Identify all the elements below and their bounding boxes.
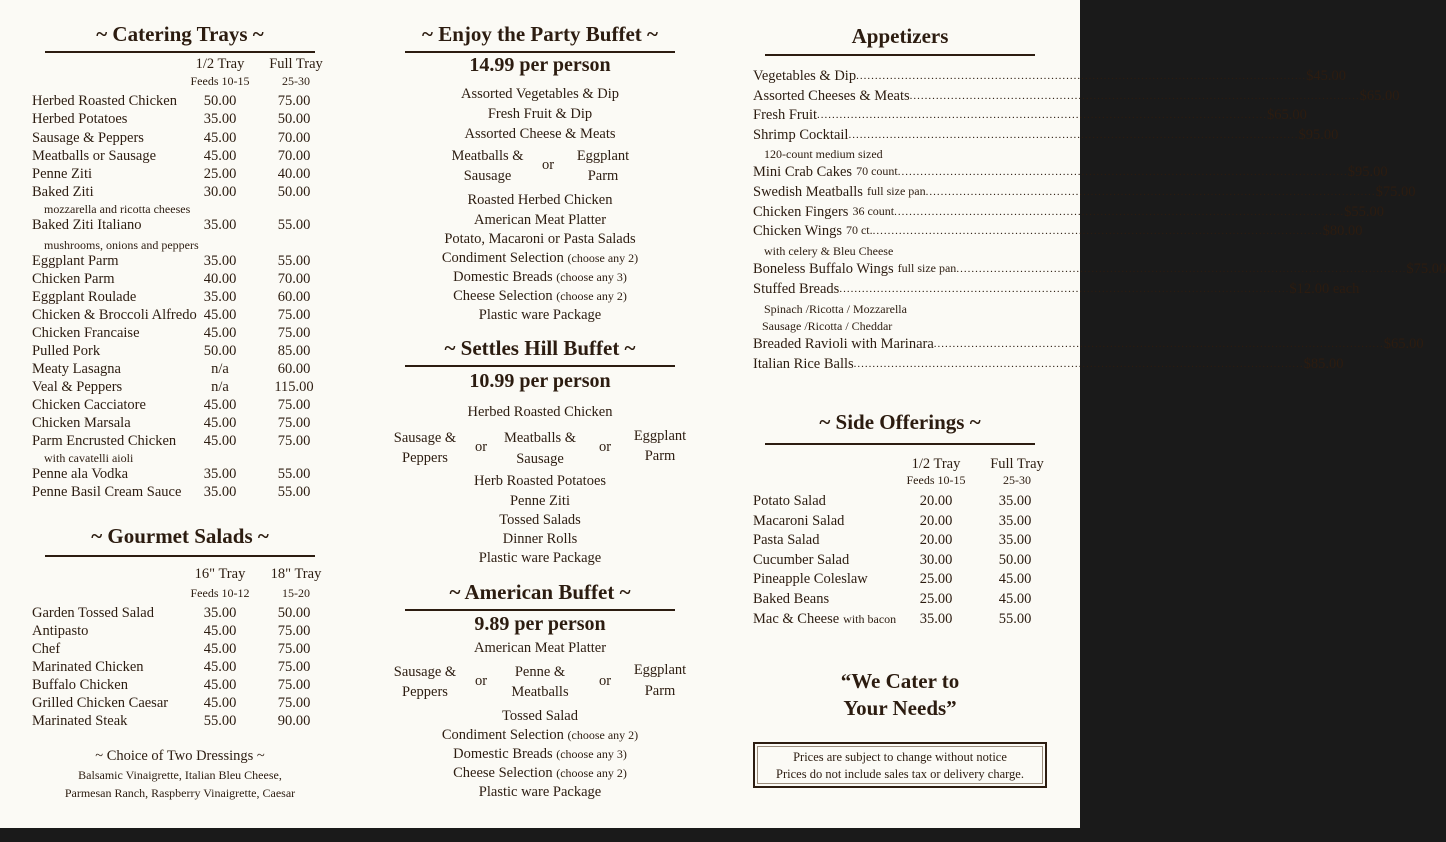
- salads-col2-header: 18" Tray: [270, 566, 322, 582]
- appetizer-item-price: $55.00: [1344, 204, 1384, 220]
- catering-item-name: Chicken & Broccoli Alfredo: [32, 307, 197, 323]
- appetizer-item-name: Swedish Meatballs: [753, 184, 863, 200]
- catering-item-full-price: 70.00: [277, 148, 311, 164]
- salad-item-16in-price: 45.00: [203, 641, 237, 657]
- party-condiment-note: (choose any 2): [567, 251, 639, 265]
- american-condiment-note: (choose any 2): [567, 728, 639, 742]
- side-item-half-price: 20.00: [919, 532, 953, 549]
- dot-leader: ........................................................................................................................: [872, 225, 1323, 237]
- settles-option2-b: Sausage: [516, 451, 564, 467]
- side-item-note: with bacon: [843, 611, 897, 626]
- american-title-rule: [405, 609, 675, 611]
- dressings-line1: Balsamic Vinaigrette, Italian Bleu Cheese,: [78, 768, 282, 782]
- settles-option3-a: Eggplant: [633, 428, 687, 444]
- american-breads-label: Domestic Breads: [453, 746, 553, 762]
- stuffed-breads-note1: Spinach /Ricotta / Mozzarella: [764, 302, 907, 316]
- salads-title-rule: [45, 555, 315, 557]
- sides-col2-header: Full Tray: [990, 456, 1044, 472]
- salad-item-name: Marinated Steak: [32, 713, 128, 729]
- catering-item-full-price: 60.00: [277, 361, 311, 377]
- settles-line1: Herbed Roasted Chicken: [467, 404, 613, 420]
- dot-leader: ........................................................................................................................: [817, 109, 1268, 121]
- settles-line6: Plastic ware Package: [478, 550, 602, 566]
- appetizer-item-name: Stuffed Breads: [753, 281, 840, 297]
- catering-item-full-price: 55.00: [277, 466, 311, 482]
- dot-leader: ........................................................................................................................: [839, 283, 1290, 295]
- settles-option3-b: Parm: [644, 448, 676, 464]
- side-item-name: [753, 591, 829, 608]
- side-item-half-price: 20.00: [919, 512, 953, 529]
- catering-item-full-price: 50.00: [277, 184, 311, 200]
- salad-item-name: Antipasto: [32, 623, 89, 639]
- appetizer-item-price: $65.00: [1267, 107, 1307, 123]
- appetizer-item-price: $12.00 each: [1289, 281, 1360, 297]
- salad-item-name: Buffalo Chicken: [32, 677, 128, 693]
- catering-item-name: Baked Ziti Italiano: [32, 217, 142, 233]
- appetizer-item-price: $80.00: [1322, 223, 1363, 239]
- sides-col1-header: 1/2 Tray: [911, 456, 961, 472]
- side-item-full-price: 45.00: [998, 591, 1032, 607]
- appetizer-row: [753, 204, 1384, 221]
- salad-item-18in-price: 75.00: [277, 677, 311, 693]
- catering-item-name: Chicken Francaise: [32, 325, 140, 341]
- side-offerings-title: ~ Side Offerings ~: [819, 410, 981, 434]
- catering-item-full-price: 75.00: [277, 307, 311, 323]
- party-plastic: Plastic ware Package: [478, 307, 602, 323]
- catering-item-half-price: 45.00: [203, 307, 237, 323]
- side-item-full-price: 45.00: [998, 571, 1032, 588]
- catering-item-half-price: 30.00: [203, 184, 237, 200]
- dot-leader: ........................................................................................................................: [856, 70, 1307, 82]
- salad-item-16in-price: 45.00: [203, 677, 237, 693]
- catering-item-half-price: 35.00: [203, 217, 237, 233]
- side-item-half-price: 30.00: [919, 551, 953, 568]
- catering-item-full-price: 70.00: [277, 130, 311, 146]
- american-cheese-note: (choose any 2): [556, 766, 627, 780]
- catering-trays-title: ~ Catering Trays ~: [96, 22, 264, 46]
- side-item-full-price: 50.00: [998, 551, 1032, 568]
- appetizer-item-name: Mini Crab Cakes: [753, 164, 853, 180]
- catering-item-half-price: n/a: [211, 379, 229, 395]
- side-item-name: [753, 552, 849, 569]
- catering-item-half-price: 45.00: [203, 397, 237, 413]
- party-option-b2: Parm: [587, 168, 619, 184]
- catering-item-half-price: n/a: [211, 361, 229, 377]
- appetizer-row: [753, 223, 1363, 240]
- catering-item-full-price: 75.00: [277, 433, 311, 449]
- side-item-label: Pineapple Coleslaw: [753, 571, 868, 588]
- salad-item-18in-price: 90.00: [277, 713, 311, 729]
- slogan-line2: Your Needs”: [843, 696, 957, 720]
- catering-item-full-price: 50.00: [277, 111, 311, 127]
- appetizer-row: [753, 164, 1388, 181]
- catering-item-name: Herbed Roasted Chicken: [32, 93, 177, 109]
- party-cheese-label: Cheese Selection: [453, 288, 553, 304]
- salad-item-name: Grilled Chicken Caesar: [32, 695, 169, 711]
- side-item-full-price: 35.00: [998, 512, 1032, 529]
- appetizer-row: [753, 107, 1307, 124]
- salad-item-16in-price: 45.00: [203, 659, 237, 675]
- side-item-half-price: 25.00: [919, 591, 953, 607]
- shrimp-note: 120-count medium sized: [764, 147, 883, 161]
- catering-item-half-price: 45.00: [203, 325, 237, 341]
- side-item-label: Potato Salad: [753, 493, 826, 509]
- catering-title-rule: [45, 51, 315, 53]
- appetizer-item-price: $45.00: [1306, 68, 1346, 84]
- appetizer-row: [753, 68, 1346, 85]
- catering-item-name: Sausage & Peppers: [32, 130, 144, 146]
- party-option-a2: Sausage: [463, 168, 512, 184]
- side-item-full-price: 35.00: [998, 532, 1032, 549]
- dot-leader: ........................................................................................................................: [956, 263, 1407, 275]
- salad-item-16in-price: 45.00: [203, 623, 237, 639]
- catering-item-full-price: 85.00: [277, 343, 311, 359]
- american-condiment: [400, 727, 680, 744]
- slogan-line1: “We Cater to: [840, 669, 960, 693]
- catering-item-full-price: 75.00: [277, 397, 311, 413]
- party-line3: Assorted Cheese & Meats: [464, 126, 616, 142]
- catering-item-name: Penne Basil Cream Sauce: [32, 484, 182, 500]
- american-cheese: [400, 765, 680, 782]
- sides-col2-sub: 25-30: [1003, 473, 1031, 487]
- catering-item-half-price: 35.00: [203, 289, 237, 305]
- appetizer-item-price: $95.00: [1347, 164, 1388, 180]
- catering-item-full-price: 75.00: [277, 93, 311, 109]
- american-or1: or: [474, 673, 488, 689]
- salad-item-name: Marinated Chicken: [32, 659, 144, 675]
- notice-line2: Prices do not include sales tax or delivery charge.: [776, 767, 1024, 781]
- appetizer-row: [753, 88, 1400, 105]
- ziti-italiano-note: mushrooms, onions and peppers: [44, 238, 199, 252]
- american-breads: [400, 746, 680, 763]
- party-price: 14.99 per person: [469, 54, 611, 76]
- american-option3-a: Eggplant: [633, 662, 687, 678]
- side-item-label: Baked Beans: [753, 591, 830, 607]
- dot-leader: ........................................................................................................................: [925, 186, 1376, 198]
- catering-item-full-price: 60.00: [277, 289, 311, 305]
- settles-option1-a: Sausage &: [393, 430, 457, 446]
- catering-col2-header: Full Tray: [269, 56, 323, 72]
- appetizer-item-name: Shrimp Cocktail: [753, 127, 849, 143]
- catering-item-name: Penne ala Vodka: [32, 466, 129, 482]
- catering-col1-sub: Feeds 10-15: [190, 74, 250, 88]
- catering-item-name: Meatballs or Sausage: [32, 148, 157, 164]
- dot-leader: ........................................................................................................................: [853, 358, 1304, 370]
- party-line5: American Meat Platter: [473, 212, 607, 228]
- party-condiment: [400, 250, 680, 267]
- catering-item-half-price: 50.00: [203, 343, 237, 359]
- settles-hill-title: ~ Settles Hill Buffet ~: [444, 336, 636, 360]
- salads-col1-header: 16" Tray: [194, 566, 246, 582]
- party-line2: Fresh Fruit & Dip: [487, 106, 593, 122]
- american-buffet-title: ~ American Buffet ~: [449, 580, 631, 604]
- appetizer-row: [753, 261, 1446, 278]
- dressings-title: ~ Choice of Two Dressings ~: [95, 748, 265, 764]
- slogan: [790, 668, 1010, 722]
- party-condiment-label: Condiment Selection: [441, 250, 564, 266]
- salad-item-18in-price: 50.00: [277, 605, 311, 621]
- american-option2-a: Penne &: [514, 664, 566, 680]
- appetizers-title: Appetizers: [851, 24, 949, 48]
- salad-item-18in-price: 75.00: [277, 623, 311, 639]
- appetizer-item-name: Italian Rice Balls: [753, 356, 854, 372]
- appetizer-item-note: 36 count: [852, 204, 895, 218]
- settles-option2-a: Meatballs &: [503, 430, 577, 446]
- party-line6: Potato, Macaroni or Pasta Salads: [444, 231, 636, 247]
- salad-item-16in-price: 55.00: [203, 713, 237, 729]
- catering-item-name: Meaty Lasagna: [32, 361, 121, 377]
- side-item-name: [753, 611, 896, 628]
- salad-item-18in-price: 75.00: [277, 695, 311, 711]
- dot-leader: ........................................................................................................................: [848, 129, 1299, 141]
- catering-item-name: Penne Ziti: [32, 166, 93, 182]
- settles-title-rule: [405, 365, 675, 367]
- catering-item-name: Herbed Potatoes: [32, 111, 128, 127]
- side-item-half-price: 25.00: [919, 571, 953, 588]
- appetizer-item-note: 70 ct.: [845, 223, 873, 237]
- catering-item-full-price: 75.00: [277, 415, 311, 431]
- side-item-name: [753, 513, 844, 530]
- appetizer-item-price: $75.00: [1406, 261, 1446, 277]
- stuffed-breads-note2: Sausage /Ricotta / Cheddar: [762, 319, 893, 333]
- party-breads-note: (choose any 3): [556, 270, 627, 284]
- side-item-name: [753, 532, 819, 549]
- appetizer-item-name: Chicken Wings: [753, 223, 842, 239]
- dot-leader: ........................................................................................................................: [897, 166, 1348, 178]
- salad-item-name: Garden Tossed Salad: [32, 605, 154, 621]
- appetizer-item-name: Breaded Ravioli with Marinara: [753, 336, 934, 352]
- side-item-label: Macaroni Salad: [753, 512, 845, 529]
- notice-line1: Prices are subject to change without notice: [793, 750, 1007, 764]
- side-item-full-price: 35.00: [998, 493, 1032, 509]
- catering-item-name: Chicken Cacciatore: [32, 397, 146, 413]
- side-item-label: Mac & Cheese: [753, 610, 840, 627]
- appetizer-row: [753, 356, 1344, 373]
- appetizer-item-name: Assorted Cheeses & Meats: [753, 88, 910, 104]
- catering-item-half-price: 35.00: [203, 111, 237, 127]
- appetizer-item-price: $65.00: [1383, 336, 1424, 352]
- salad-item-name: Chef: [32, 641, 61, 657]
- catering-item-name: Baked Ziti: [32, 184, 94, 200]
- catering-item-half-price: 35.00: [203, 466, 237, 482]
- catering-item-name: Pulled Pork: [32, 343, 101, 359]
- american-condiment-label: Condiment Selection: [441, 727, 564, 743]
- salads-col1-sub: Feeds 10-12: [190, 586, 250, 600]
- party-buffet-title: ~ Enjoy the Party Buffet ~: [422, 22, 658, 46]
- appetizer-item-note: 70 count: [856, 164, 898, 178]
- settles-line4: Tossed Salads: [499, 512, 581, 528]
- settles-option1-b: Peppers: [402, 450, 448, 466]
- salads-col2-sub: 15-20: [282, 586, 310, 600]
- catering-col1-header: 1/2 Tray: [195, 56, 245, 72]
- catering-item-half-price: 45.00: [203, 148, 237, 164]
- american-cheese-label: Cheese Selection: [453, 765, 553, 781]
- american-option3-b: Parm: [644, 683, 676, 699]
- catering-item-half-price: 25.00: [203, 166, 237, 182]
- dot-leader: ........................................................................................................................: [933, 338, 1384, 350]
- party-cheese: [400, 288, 680, 305]
- catering-item-full-price: 40.00: [277, 166, 311, 182]
- american-option2-b: Meatballs: [511, 684, 569, 700]
- side-item-half-price: 20.00: [919, 493, 953, 509]
- appetizer-row: [753, 336, 1424, 353]
- appetizer-row: [753, 184, 1416, 201]
- settles-price: 10.99 per person: [469, 370, 611, 392]
- settles-or1: or: [474, 439, 488, 455]
- side-item-full-price: 55.00: [998, 610, 1032, 627]
- catering-item-half-price: 35.00: [203, 253, 237, 269]
- party-line4: Roasted Herbed Chicken: [467, 192, 613, 208]
- party-or: or: [541, 157, 555, 173]
- baked-ziti-note: mozzarella and ricotta cheeses: [44, 202, 191, 216]
- sides-title-rule: [765, 443, 1035, 445]
- catering-item-name: Parm Encrusted Chicken: [32, 433, 177, 449]
- american-option1-a: Sausage &: [393, 664, 457, 680]
- gourmet-salads-title: ~ Gourmet Salads ~: [91, 524, 269, 548]
- catering-item-half-price: 40.00: [203, 271, 237, 287]
- american-or2: or: [598, 673, 612, 689]
- catering-item-name: Chicken Marsala: [32, 415, 131, 431]
- catering-col2-sub: 25-30: [282, 74, 310, 88]
- price-notice: [753, 742, 1047, 788]
- appetizer-item-price: $95.00: [1298, 127, 1339, 143]
- catering-item-full-price: 55.00: [277, 484, 311, 500]
- catering-item-name: Chicken Parm: [32, 271, 115, 287]
- party-breads: [400, 269, 680, 286]
- catering-item-half-price: 35.00: [203, 484, 237, 500]
- party-line1: Assorted Vegetables & Dip: [461, 86, 619, 102]
- catering-item-full-price: 115.00: [274, 379, 314, 395]
- dot-leader: ........................................................................................................................: [909, 90, 1360, 102]
- catering-item-half-price: 45.00: [203, 415, 237, 431]
- appetizer-item-name: Fresh Fruit: [753, 107, 818, 123]
- catering-item-full-price: 70.00: [277, 271, 311, 287]
- wings-note: with celery & Bleu Cheese: [764, 244, 894, 258]
- catering-item-half-price: 50.00: [203, 93, 237, 109]
- side-item-name: [753, 571, 868, 588]
- party-option-b1: Eggplant: [576, 148, 630, 164]
- catering-item-name: Eggplant Roulade: [32, 289, 137, 305]
- salad-item-18in-price: 75.00: [277, 641, 311, 657]
- catering-item-full-price: 55.00: [277, 217, 311, 233]
- appetizer-item-price: $75.00: [1375, 184, 1416, 200]
- settles-line2: Herb Roasted Potatoes: [473, 473, 607, 489]
- catering-item-name: Eggplant Parm: [32, 253, 119, 269]
- appetizers-title-rule: [765, 54, 1035, 56]
- sides-col1-sub: Feeds 10-15: [906, 473, 966, 487]
- side-item-half-price: 35.00: [919, 610, 953, 627]
- settles-line5: Dinner Rolls: [502, 531, 578, 547]
- settles-or2: or: [598, 439, 612, 455]
- catering-item-full-price: 75.00: [277, 325, 311, 341]
- appetizer-item-note: full size pan: [897, 261, 957, 275]
- side-item-label: Pasta Salad: [753, 532, 820, 549]
- appetizer-item-name: Chicken Fingers: [753, 204, 849, 220]
- appetizer-item-price: $65.00: [1359, 88, 1400, 104]
- american-price: 9.89 per person: [474, 613, 606, 635]
- catering-item-half-price: 45.00: [203, 130, 237, 146]
- american-breads-note: (choose any 3): [556, 747, 627, 761]
- appetizer-item-price: $85.00: [1303, 356, 1344, 372]
- catering-item-name: Veal & Peppers: [32, 379, 123, 395]
- catering-item-half-price: 45.00: [203, 433, 237, 449]
- salad-item-18in-price: 75.00: [277, 659, 311, 675]
- dot-leader: ........................................................................................................................: [894, 206, 1345, 218]
- party-option-a1: Meatballs &: [451, 148, 524, 164]
- appetizer-row: [753, 281, 1360, 298]
- party-cheese-note: (choose any 2): [556, 289, 627, 303]
- appetizer-item-name: Vegetables & Dip: [753, 68, 857, 84]
- side-item-name: [753, 493, 826, 510]
- american-line1: American Meat Platter: [473, 640, 607, 656]
- dressings-line2: Parmesan Ranch, Raspberry Vinaigrette, Caesar: [64, 786, 296, 800]
- party-breads-label: Domestic Breads: [453, 269, 553, 285]
- settles-line3: Penne Ziti: [509, 493, 570, 509]
- catering-item-full-price: 55.00: [277, 253, 311, 269]
- american-line2: Tossed Salad: [502, 708, 578, 724]
- side-item-label: Cucumber Salad: [753, 551, 850, 568]
- appetizer-row: [753, 127, 1339, 144]
- parm-chicken-note: with cavatelli aioli: [44, 451, 134, 465]
- appetizer-item-note: full size pan: [866, 184, 926, 198]
- american-plastic: Plastic ware Package: [478, 784, 602, 800]
- appetizer-item-name: Boneless Buffalo Wings: [753, 261, 894, 277]
- salad-item-16in-price: 45.00: [203, 695, 237, 711]
- salad-item-16in-price: 35.00: [203, 605, 237, 621]
- party-title-rule: [405, 51, 675, 53]
- american-option1-b: Peppers: [402, 684, 448, 700]
